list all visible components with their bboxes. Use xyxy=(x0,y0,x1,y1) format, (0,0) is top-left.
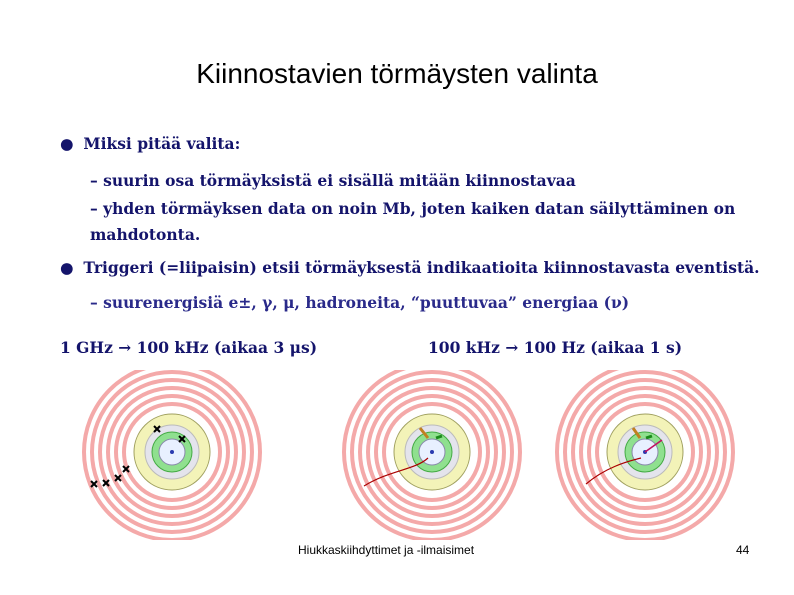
detector-diagram-2 xyxy=(342,370,522,540)
timing-label-level1: 1 GHz → 100 kHz (aikaa 3 μs) xyxy=(60,338,318,357)
bullet-text: Miksi pitää valita: xyxy=(83,134,241,153)
track-arrow-icon xyxy=(436,436,442,438)
sub-bullet: – suurenergisiä e±, γ, μ, hadroneita, “puuttuvaa” energiaa (ν) xyxy=(90,293,630,312)
sub-bullet: – suurin osa törmäyksistä ei sisällä mitään kiinnostavaa xyxy=(90,171,576,190)
bullet-text: Triggeri (=liipaisin) etsii törmäyksestä indikaatioita kiinnostavasta eventistä. xyxy=(83,258,760,277)
bullet-dot: ● xyxy=(60,134,74,153)
sub-bullet: – yhden törmäyksen data on noin Mb, joten kaiken datan säilyttäminen on mahdotonta. xyxy=(90,199,736,244)
track-arrow-icon xyxy=(646,436,652,438)
page-number: 44 xyxy=(736,543,750,557)
footer-text: Hiukkaskiihdyttimet ja -ilmaisimet xyxy=(298,543,475,557)
timing-label-level2: 100 kHz → 100 Hz (aikaa 1 s) xyxy=(428,338,683,357)
slide-title: Kiinnostavien törmäysten valinta xyxy=(196,58,598,89)
detector-diagram-3 xyxy=(555,370,735,540)
bullet-why-select xyxy=(60,134,240,153)
detector-diagram-1 xyxy=(82,370,262,540)
bullet-trigger xyxy=(60,258,760,277)
detector-diagrams xyxy=(0,370,794,540)
bullet-dot: ● xyxy=(60,258,74,277)
